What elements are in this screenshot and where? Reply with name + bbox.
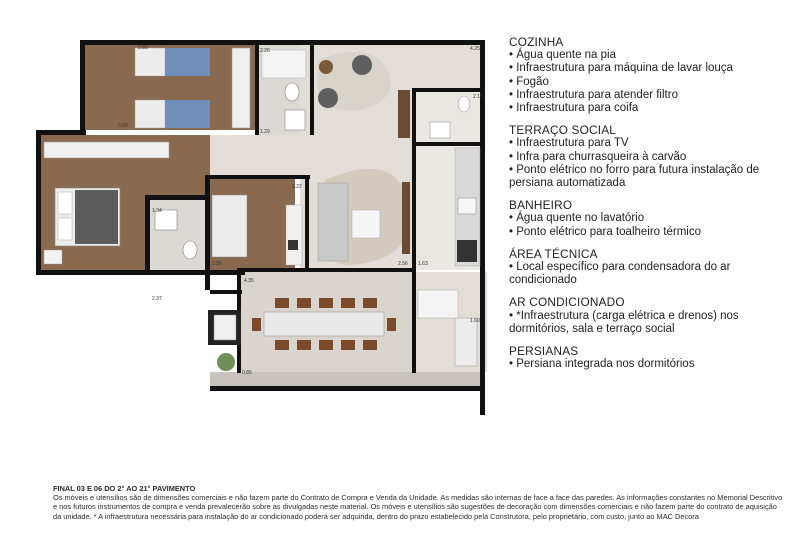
spec-title: PERSIANAS: [509, 344, 579, 359]
dim-label: 2.56: [398, 261, 408, 267]
armchair-1: [318, 88, 338, 108]
sink-1: [285, 110, 305, 130]
spec-item: • Infraestrutura para coifa: [509, 102, 794, 115]
dim-label: 0.90: [118, 123, 128, 129]
toilet-2: [183, 241, 197, 259]
chair: [288, 240, 298, 250]
spec-item: • Infraestrutura para TV: [509, 137, 794, 150]
grill: [214, 315, 236, 340]
bed-1-frame: [135, 48, 165, 76]
spec-section-banheiro: [509, 199, 794, 239]
planter: [217, 353, 235, 371]
disclaimer: [53, 484, 783, 521]
sofa: [318, 183, 348, 261]
spec-item: • Persiana integrada nos dormitórios: [509, 358, 794, 371]
dim-label: 1.34: [152, 208, 162, 214]
desk: [286, 205, 302, 265]
wardrobe-1: [232, 48, 250, 128]
spec-title: AR CONDICIONADO: [509, 295, 625, 310]
disclaimer-text: Os móveis e utensílios são de dimensões comerciais e não fazem parte do Contrato de Compra e Venda da Unidade. As medidas são internas de face a face das paredes. As informações constantes no Memorial Descritivo e nos futuros instrumentos de compra e venda prevalecerão sobre as divulgadas neste material. Os móveis e utensílios são sugestões de decoração com dimensões comerciais e não fazem parte do contrato de aquisição da unidade. * A infraestrutura necessária para instalação do ar condicionado poderá ser adquirida, dentro do prazo estabelecido pela Construtora, pelo proprietário, com custo, junto ao MAC Decora: [53, 493, 783, 521]
spec-item: • Local específico para condensadora do ar condicionado: [509, 261, 794, 287]
dim-label: 4.25: [470, 46, 480, 52]
spec-title: ÁREA TÉCNICA: [509, 246, 598, 261]
spec-item: • Infra para churrasqueira à carvão: [509, 151, 794, 164]
bed-2-frame: [135, 100, 165, 128]
spec-section-cozinha: [509, 36, 794, 115]
dim-label: 2.22: [292, 184, 302, 190]
floor-plan: [0, 0, 500, 420]
sink-kitchen: [458, 198, 476, 214]
spec-item: • Água quente no lavatório: [509, 212, 794, 225]
floor-hall: [205, 135, 305, 175]
shower-1: [262, 50, 306, 78]
dim-label: 4.35: [244, 278, 254, 284]
toilet-1: [285, 83, 299, 101]
spec-item: • Ponto elétrico para toalheiro térmico: [509, 226, 794, 239]
laundry-tank: [430, 122, 450, 138]
spec-item: • Ponto elétrico no forro para futura instalação de persiana automatizada: [509, 164, 794, 190]
spec-title: COZINHA: [509, 35, 564, 49]
coffee-table: [352, 210, 380, 238]
pillow-1: [58, 192, 72, 214]
dim-label: 2.56: [212, 261, 222, 267]
dim-label: 2.26: [260, 48, 270, 54]
specs-list: [509, 36, 794, 380]
dim-label: 1.60: [470, 318, 480, 324]
spec-item: • Água quente na pia: [509, 49, 794, 62]
dim-label: 1.29: [260, 129, 270, 135]
spec-section-area-tecnica: [509, 248, 794, 288]
dim-label: 2.89: [138, 45, 148, 51]
wardrobe-suite: [44, 142, 169, 158]
spec-item: • Fogão: [509, 76, 794, 89]
bed-3: [212, 195, 247, 257]
armchair-2: [352, 55, 372, 75]
nightstand: [44, 250, 62, 264]
pillow-2: [58, 218, 72, 240]
tv-panel: [402, 182, 410, 254]
bed-suite-blanket: [75, 190, 118, 244]
spec-item: • Infraestrutura para máquina de lavar louça: [509, 62, 794, 75]
toilet-service: [458, 96, 470, 112]
disclaimer-title: FINAL 03 E 06 DO 2° AO 21° PAVIMENTO: [53, 484, 196, 493]
spec-section-terraco-social: [509, 124, 794, 190]
spec-section-ar-condicionado: [509, 296, 794, 336]
stove: [457, 240, 477, 262]
dim-label: 2.37: [152, 296, 162, 302]
condenser: [418, 290, 458, 318]
plant: [319, 60, 333, 74]
spec-title: TERRAÇO SOCIAL: [509, 123, 617, 138]
dim-label: 0.85: [242, 370, 252, 376]
bar-cabinet: [398, 90, 410, 138]
spec-title: BANHEIRO: [509, 198, 573, 213]
dim-label: 1.63: [418, 261, 428, 267]
spec-item: • Infraestrutura para atender filtro: [509, 89, 794, 102]
spec-section-persianas: [509, 345, 794, 371]
dim-label: 2.13: [473, 94, 483, 100]
dining-table: [264, 312, 384, 336]
spec-item: • *Infraestrutura (carga elétrica e drenos) nos dormitórios, sala e terraço social: [509, 310, 794, 336]
washer: [455, 318, 477, 366]
